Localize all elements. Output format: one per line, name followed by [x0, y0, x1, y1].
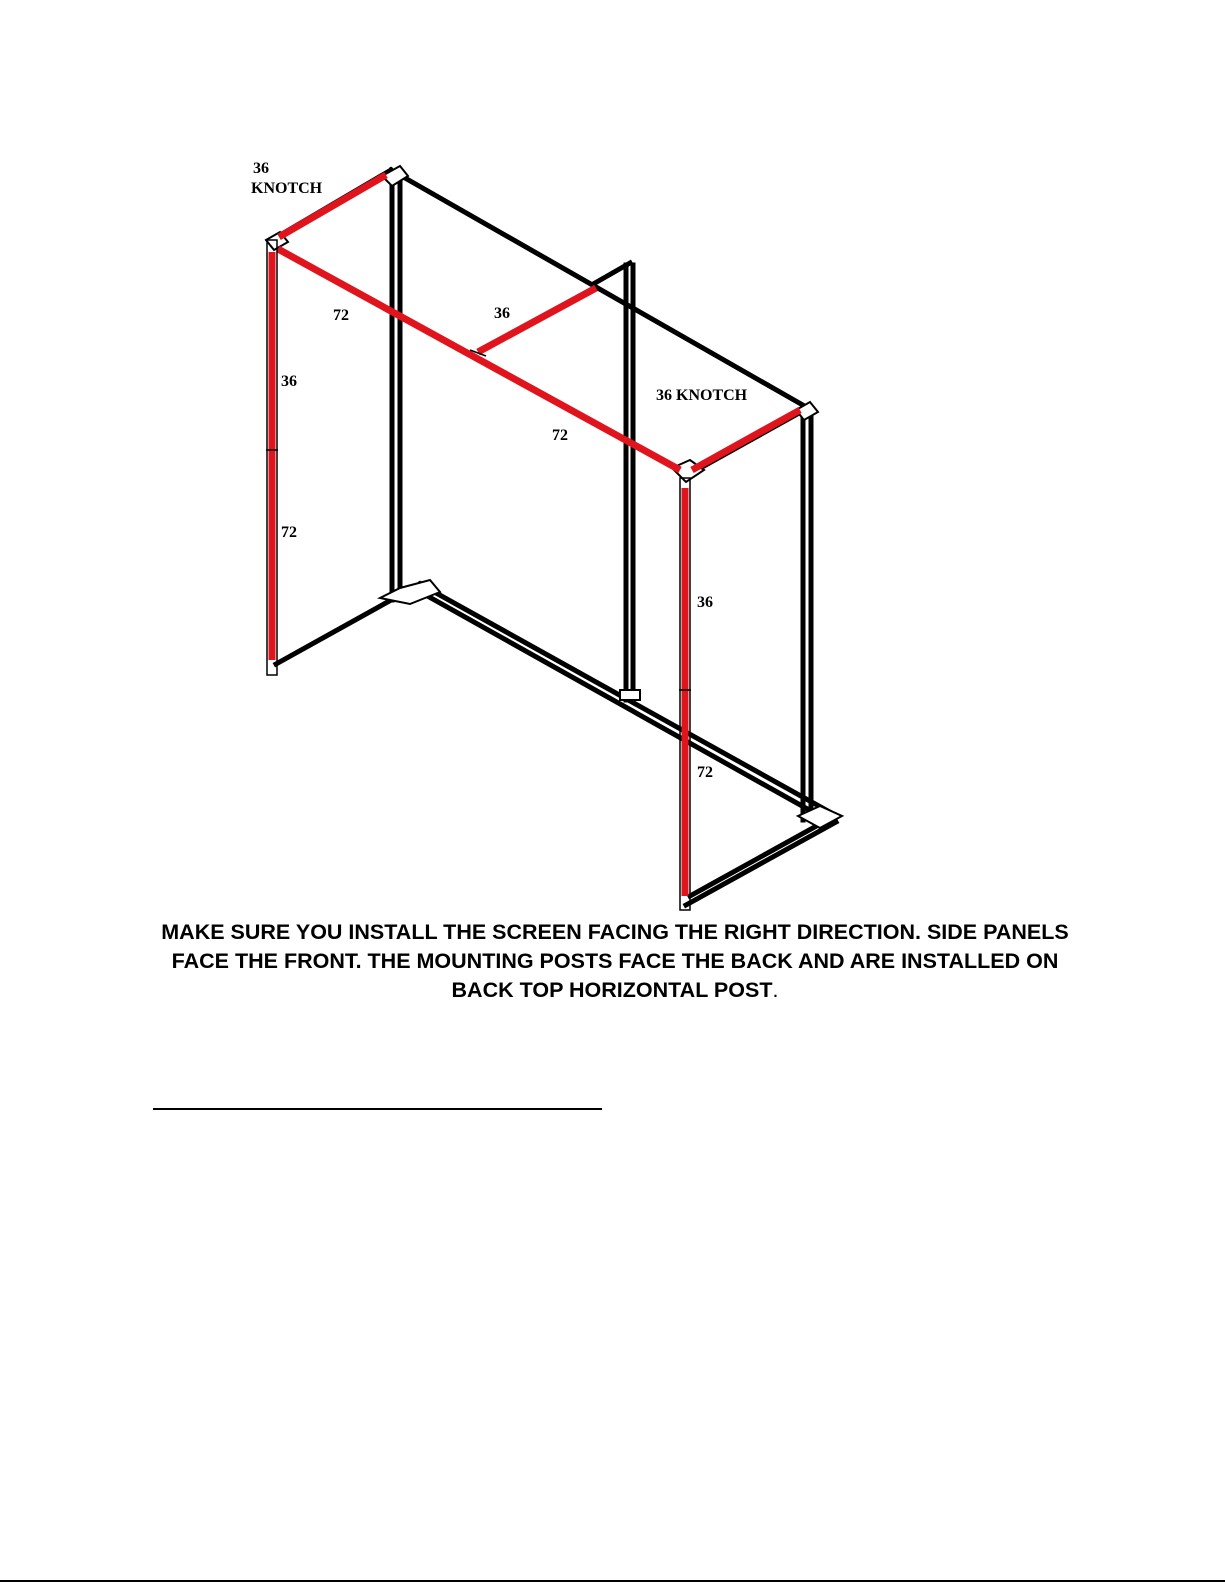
- instruction-end: .: [772, 978, 779, 1002]
- bottom-right-rail: [686, 822, 836, 905]
- label-front-top-left: 72: [333, 307, 349, 324]
- installation-instruction: [150, 918, 1080, 1005]
- top-back-rail: [391, 170, 808, 408]
- label-right-post-lower: 72: [697, 764, 713, 781]
- label-right-knotch: 36 KNOTCH: [656, 387, 748, 404]
- separator-line: [153, 1108, 602, 1110]
- corner-bracket: [620, 690, 640, 700]
- bottom-right-rail-inner: [690, 824, 820, 896]
- label-front-top-right: 72: [552, 427, 568, 444]
- label-top-left-number: 36: [253, 160, 269, 177]
- front-top-rail-member: [278, 249, 680, 470]
- label-right-post-upper: 36: [697, 594, 713, 611]
- label-left-post-lower: 72: [281, 524, 297, 541]
- label-left-post-upper: 36: [281, 373, 297, 390]
- label-top-left-knotch: KNOTCH: [251, 180, 323, 197]
- page-bottom-rule: [0, 1580, 1225, 1582]
- instruction-main: MAKE SURE YOU INSTALL THE SCREEN FACING THE RIGHT DIRECTION. SIDE PANELS FACE THE FRONT. THE MOUNTING POSTS FACE THE BACK AND ARE INSTALLED ON BACK TOP HORIZONTAL POST: [161, 920, 1069, 1002]
- right-knotch-member: [692, 410, 800, 470]
- label-middle-crossbar: 36: [494, 305, 510, 322]
